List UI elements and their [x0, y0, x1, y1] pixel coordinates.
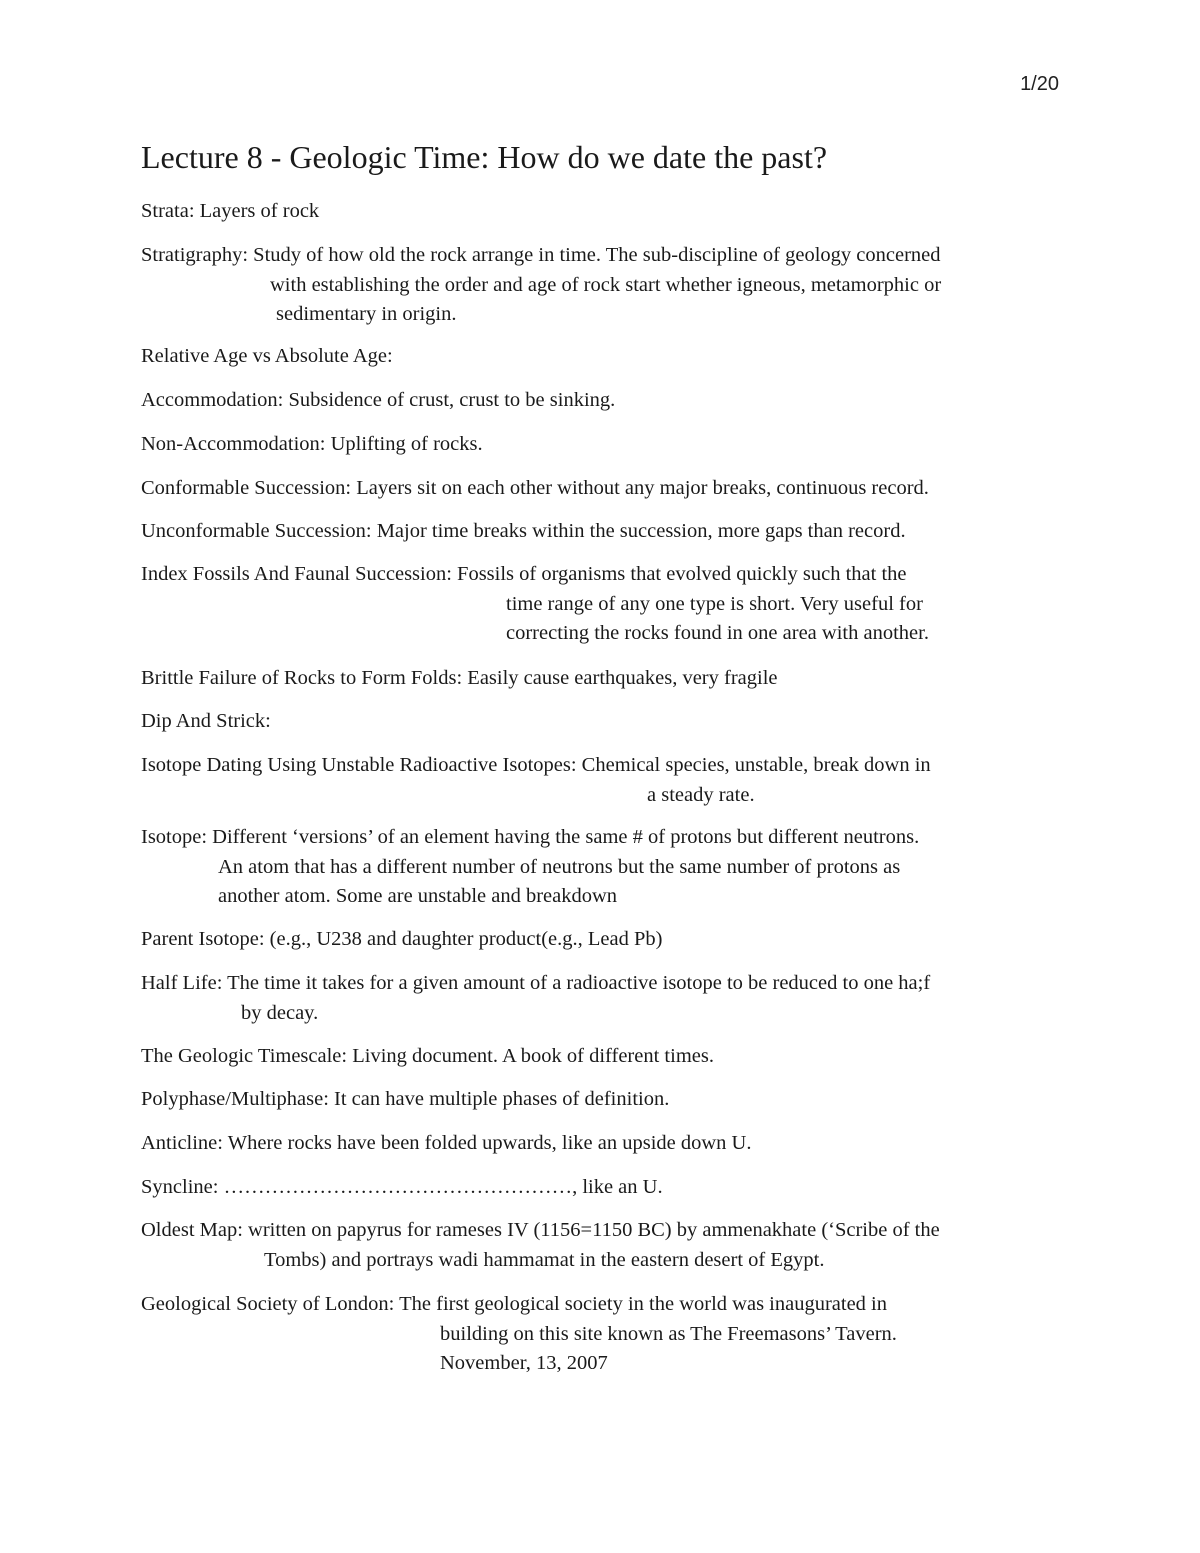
entry-term: Isotope Dating Using Unstable Radioactive Isotopes:: [141, 754, 577, 776]
entry-definition-continuation: a steady rate.: [647, 783, 755, 806]
entry-definition-continuation: by decay.: [241, 1001, 319, 1024]
entry-definition-continuation: another atom. Some are unstable and breakdown: [218, 885, 618, 907]
glossary-entry: [141, 664, 778, 694]
entry-definition: Easily cause earthquakes, very fragile: [467, 667, 778, 689]
entry-definition: Layers of rock: [199, 200, 320, 222]
entry-definition-continuation: building on this site known as The Freemasons’ Tavern.: [440, 1322, 897, 1345]
page-title: Lecture 8 - Geologic Time: How do we date the past?: [141, 139, 828, 175]
entry-term: The Geologic Timescale:: [141, 1045, 348, 1067]
page-number: 1/20: [1020, 73, 1059, 95]
glossary-entry: [141, 560, 929, 649]
entry-term: Oldest Map:: [141, 1219, 243, 1241]
glossary-entry: [141, 197, 319, 227]
entry-term: Unconformable Succession:: [141, 520, 372, 542]
glossary-entry: [141, 707, 271, 737]
entry-definition: ……………………………………………, like an U.: [223, 1176, 663, 1198]
entry-term: Dip And Strick:: [141, 710, 271, 732]
entry-definition: (e.g., U238 and daughter product(e.g., Lead Pb): [269, 928, 663, 950]
entry-definition: Chemical species, unstable, break down in: [581, 754, 931, 776]
entry-term: Isotope:: [141, 826, 208, 848]
glossary-entry: [141, 517, 906, 547]
glossary-entry: [141, 925, 662, 955]
entry-definition-continuation: sedimentary in origin.: [276, 303, 457, 325]
entry-definition: Major time breaks within the succession, more gaps than record.: [376, 520, 906, 542]
glossary-entry: [141, 241, 941, 330]
entry-definition-continuation: time range of any one type is short. Very useful for: [506, 592, 923, 615]
entry-term: Half Life:: [141, 972, 223, 994]
glossary-entry: [141, 969, 930, 1028]
glossary-entry: [141, 342, 393, 372]
entry-definition: Subsidence of crust, crust to be sinking.: [288, 389, 616, 411]
glossary-entry: [141, 386, 615, 416]
entry-definition: Uplifting of rocks.: [330, 433, 483, 455]
entry-term: Strata:: [141, 200, 195, 222]
glossary-entry: [141, 751, 931, 810]
entry-term: Index Fossils And Faunal Succession:: [141, 563, 452, 585]
glossary-entry: [141, 1173, 663, 1203]
entry-definition-continuation: An atom that has a different number of neutrons but the same number of protons as: [218, 855, 901, 878]
entry-term: Geological Society of London:: [141, 1293, 395, 1315]
entry-definition: The time it takes for a given amount of a radioactive isotope to be reduced to one ha;f: [227, 972, 931, 994]
entry-term: Accommodation:: [141, 389, 284, 411]
entry-term: Non-Accommodation:: [141, 433, 326, 455]
entry-definition: It can have multiple phases of definition.: [334, 1088, 670, 1110]
entry-term: Conformable Succession:: [141, 477, 352, 499]
glossary-entry: [141, 1216, 940, 1275]
glossary-entry: [141, 1290, 897, 1379]
glossary-entry: [141, 430, 483, 460]
entry-definition: written on papyrus for rameses IV (1156=1150 BC) by ammenakhate (‘Scribe of the: [248, 1219, 940, 1241]
entry-term: Parent Isotope:: [141, 928, 265, 950]
entry-definition: Layers sit on each other without any major breaks, continuous record.: [356, 477, 929, 499]
entry-definition-continuation: November, 13, 2007: [440, 1352, 608, 1374]
glossary-entry: [141, 1042, 714, 1072]
entry-term: Stratigraphy:: [141, 244, 249, 266]
glossary-entry: [141, 1085, 669, 1115]
entry-definition: Living document. A book of different times.: [352, 1045, 714, 1067]
entry-term: Anticline:: [141, 1132, 223, 1154]
glossary-entry: [141, 474, 929, 504]
entry-definition: Fossils of organisms that evolved quickly such that the: [457, 563, 907, 585]
entry-definition: Different ‘versions’ of an element having the same # of protons but different neutrons.: [212, 826, 920, 848]
glossary-entry: [141, 1129, 751, 1159]
entry-definition: Study of how old the rock arrange in time. The sub-discipline of geology concerned: [253, 244, 941, 266]
entry-definition-continuation: Tombs) and portrays wadi hammamat in the eastern desert of Egypt.: [264, 1248, 825, 1271]
entry-term: Brittle Failure of Rocks to Form Folds:: [141, 667, 463, 689]
entry-definition-continuation: with establishing the order and age of rock start whether igneous, metamorphic or: [270, 273, 942, 296]
entry-term: Polyphase/Multiphase:: [141, 1088, 329, 1110]
entry-definition-continuation: correcting the rocks found in one area with another.: [506, 622, 929, 644]
entry-term: Syncline:: [141, 1176, 219, 1198]
entry-definition: Where rocks have been folded upwards, like an upside down U.: [227, 1132, 752, 1154]
entry-term: Relative Age vs Absolute Age:: [141, 345, 393, 367]
entry-definition: The first geological society in the world was inaugurated in: [399, 1293, 888, 1315]
glossary-entry: [141, 823, 919, 912]
